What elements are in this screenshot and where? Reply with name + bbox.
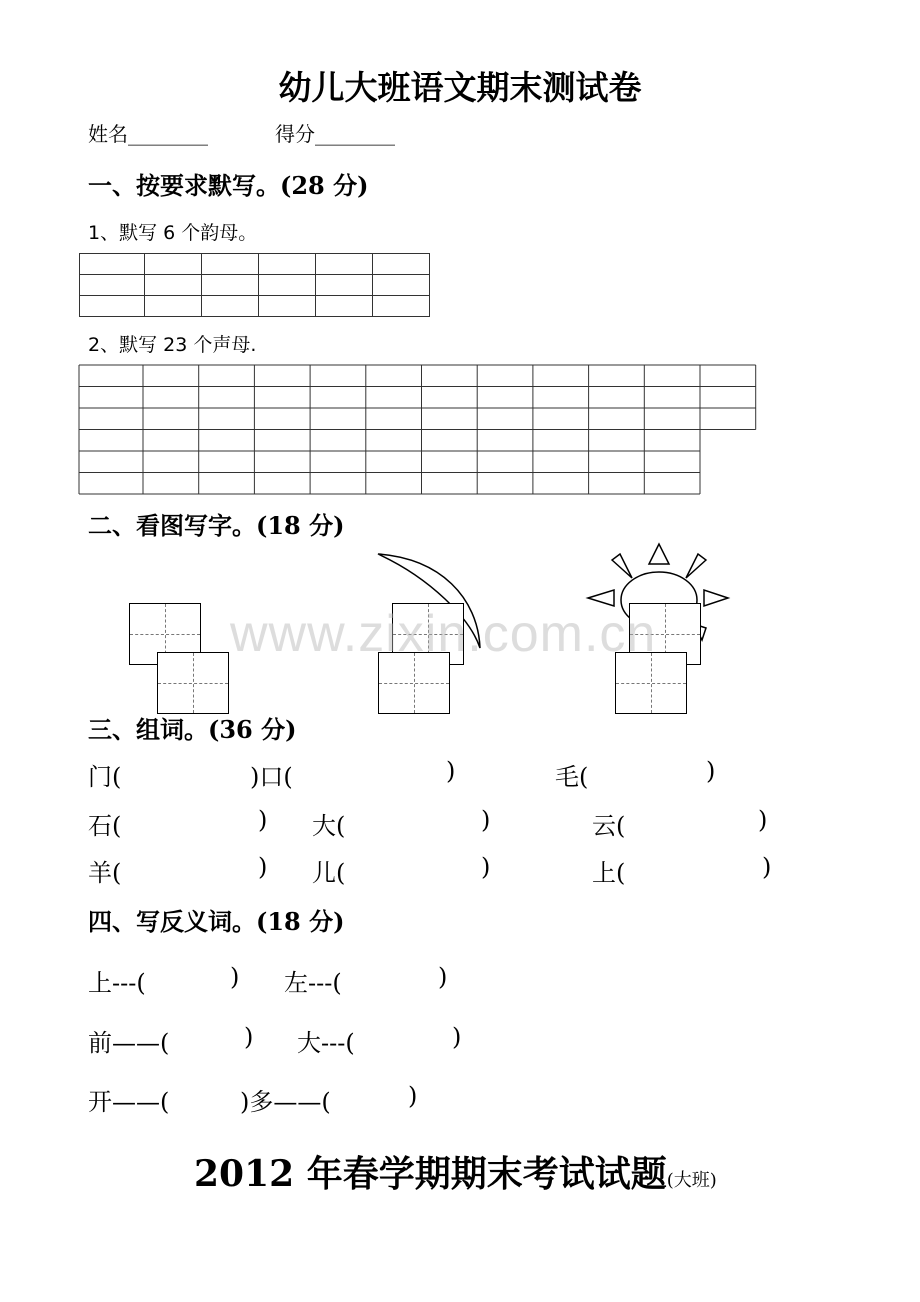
consonant-writing-grid (78, 364, 760, 498)
score-field: 得分________ (275, 122, 395, 146)
section4-heading: 四、写反义词。(18 分) (88, 907, 345, 936)
writing-box (157, 652, 229, 714)
page-title: 幼儿大班语文期末测试卷 (278, 68, 642, 107)
vowel-writing-grid (79, 253, 430, 317)
name-field: 姓名________ (88, 122, 208, 146)
section3-heading: 三、组词。(36 分) (88, 715, 297, 744)
section2-heading: 二、看图写字。(18 分) (88, 511, 345, 540)
watermark: www.zixin.com.cn (230, 605, 657, 663)
footer-title: 2012 年春学期期末考试试题(大班) (194, 1153, 717, 1195)
section1-heading: 一、按要求默写。(28 分) (88, 171, 369, 200)
q1-label: 1、默写 6 个韵母。 (88, 222, 258, 244)
footer-class-label: (大班) (666, 1170, 717, 1191)
q2-label: 2、默写 23 个声母. (88, 334, 257, 356)
